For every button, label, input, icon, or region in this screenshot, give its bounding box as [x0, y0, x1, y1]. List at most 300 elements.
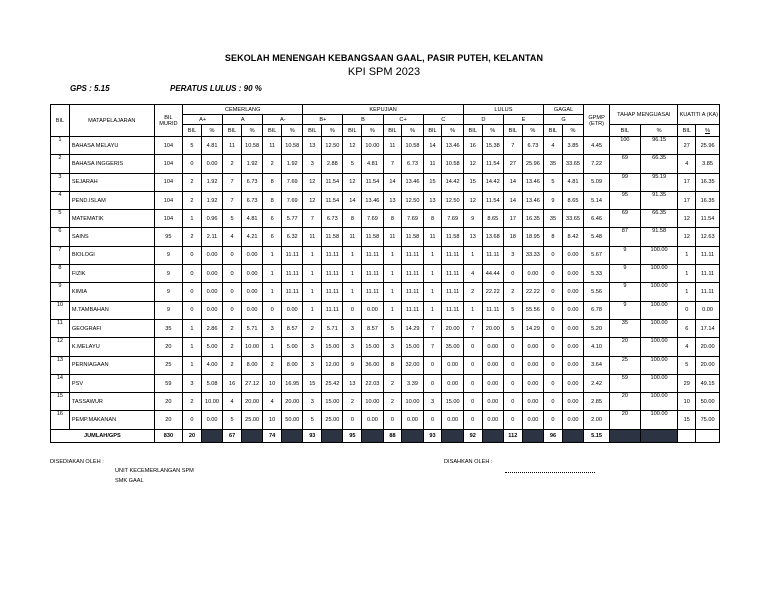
tahap-pct: 95.19: [640, 173, 678, 191]
grade-bil: 7: [423, 338, 442, 356]
tahap-bil: 9: [610, 265, 641, 283]
sub-header-bil: BIL: [383, 125, 402, 137]
grade-bil: 0: [544, 411, 563, 429]
grade-header-9: G: [544, 115, 584, 125]
grade-pct: 11.11: [402, 265, 423, 283]
tahap-bil: 20: [610, 411, 641, 429]
gpmp-value: 6.46: [584, 210, 610, 228]
grade-pct: 8.65: [482, 210, 503, 228]
grade-bil: 5: [383, 319, 402, 337]
header-kepujian: KEPUJIAN: [303, 105, 463, 115]
grade-header-5: C+: [383, 115, 423, 125]
unit-label: UNIT KECEMERLANGAN SPM: [115, 468, 194, 474]
grade-bil: 6: [263, 210, 282, 228]
gpmp-value: 5.33: [584, 265, 610, 283]
grade-pct: 0.00: [522, 265, 543, 283]
total-tahap-blank: [610, 429, 641, 442]
sub-header-bil: BIL: [503, 125, 522, 137]
header-bil: BIL: [51, 105, 70, 137]
total-grade-pct-blank: [522, 429, 543, 442]
ka-sub-pct: %: [696, 125, 720, 137]
grade-pct: 6.73: [242, 173, 263, 191]
grade-bil: 14: [383, 173, 402, 191]
grade-pct: 11.11: [362, 265, 383, 283]
grade-pct: 0.00: [282, 301, 303, 319]
grade-bil: 35: [544, 155, 563, 173]
row-number: 5: [51, 210, 70, 228]
table-row: [51, 191, 720, 209]
grade-bil: 0: [423, 411, 442, 429]
grade-bil: 0: [503, 356, 522, 374]
grade-pct: 11.11: [322, 283, 343, 301]
grade-pct: 10.58: [402, 137, 423, 155]
header-lulus: LULUS: [463, 105, 543, 115]
bil-murid: 104: [154, 173, 182, 191]
tahap-sub-bil: BIL: [610, 125, 641, 137]
grade-pct: 12.50: [442, 191, 463, 209]
grade-pct: 11.58: [362, 228, 383, 246]
grade-pct: 0.00: [522, 356, 543, 374]
grade-bil: 7: [463, 319, 482, 337]
grade-pct: 0.00: [522, 374, 543, 392]
bil-murid: 104: [154, 137, 182, 155]
total-grade-pct-blank: [482, 429, 503, 442]
grade-bil: 0: [223, 265, 242, 283]
ka-bil: 1: [678, 265, 696, 283]
header-matapelajaran: MATAPELAJARAN: [69, 105, 154, 137]
header-tahap-menguasai: TAHAP MENGUASAI: [610, 105, 678, 125]
grade-bil: 2: [383, 374, 402, 392]
grade-pct: 10.00: [402, 393, 423, 411]
grade-pct: 0.00: [482, 356, 503, 374]
grade-pct: 0.00: [201, 246, 222, 264]
grade-header-2: A-: [263, 115, 303, 125]
grade-bil: 11: [303, 228, 322, 246]
total-grade-bil: 93: [303, 429, 322, 442]
grade-bil: 8: [383, 356, 402, 374]
gpmp-value: 2.00: [584, 411, 610, 429]
row-number: 13: [51, 356, 70, 374]
grade-bil: 0: [183, 265, 202, 283]
grade-bil: 0: [463, 411, 482, 429]
grade-header-6: C: [423, 115, 463, 125]
grade-bil: 12: [303, 173, 322, 191]
bil-murid: 20: [154, 393, 182, 411]
subject-name: PEND.ISLAM: [69, 191, 154, 209]
grade-bil: 11: [263, 137, 282, 155]
bil-murid: 9: [154, 283, 182, 301]
grade-pct: 33.33: [522, 246, 543, 264]
row-number: 11: [51, 319, 70, 337]
grade-bil: 15: [303, 374, 322, 392]
grade-bil: 17: [503, 210, 522, 228]
row-number: 1: [51, 137, 70, 155]
ka-pct: 50.00: [696, 393, 720, 411]
grade-bil: 0: [544, 246, 563, 264]
bil-murid: 9: [154, 265, 182, 283]
grade-bil: 7: [383, 155, 402, 173]
grade-pct: 11.11: [322, 246, 343, 264]
grade-pct: 25.00: [322, 411, 343, 429]
tahap-bil: 100: [610, 137, 641, 155]
table-row: [51, 319, 720, 337]
grade-bil: 12: [343, 137, 362, 155]
grade-pct: 6.73: [242, 191, 263, 209]
grade-bil: 0: [343, 301, 362, 319]
grade-bil: 3: [343, 338, 362, 356]
grade-bil: 11: [383, 137, 402, 155]
grade-pct: 11.11: [322, 301, 343, 319]
sub-header-pct: %: [242, 125, 263, 137]
ka-pct: 3.85: [696, 155, 720, 173]
grade-bil: 0: [223, 246, 242, 264]
grade-pct: 11.54: [482, 155, 503, 173]
grade-bil: 0: [183, 301, 202, 319]
grade-bil: 2: [223, 356, 242, 374]
grade-pct: 16.95: [282, 374, 303, 392]
grade-pct: 7.69: [442, 210, 463, 228]
ka-pct: 49.15: [696, 374, 720, 392]
grade-pct: 11.11: [282, 265, 303, 283]
gpmp-value: 7.22: [584, 155, 610, 173]
total-murid: 830: [154, 429, 182, 442]
grade-pct: 11.54: [362, 173, 383, 191]
sub-header-pct: %: [282, 125, 303, 137]
grade-bil: 0: [183, 246, 202, 264]
bil-murid: 104: [154, 155, 182, 173]
header-kuatiti-a: KUATITI A (KA): [678, 105, 720, 125]
grade-bil: 2: [263, 356, 282, 374]
grade-bil: 7: [223, 191, 242, 209]
grade-bil: 2: [183, 173, 202, 191]
grade-bil: 4: [463, 265, 482, 283]
ka-pct: 11.11: [696, 283, 720, 301]
tahap-bil: 87: [610, 228, 641, 246]
grade-bil: 1: [303, 301, 322, 319]
grade-bil: 1: [463, 246, 482, 264]
ka-bil: 5: [678, 356, 696, 374]
ka-bil: 4: [678, 155, 696, 173]
grade-pct: 6.73: [402, 155, 423, 173]
tahap-bil: 20: [610, 393, 641, 411]
ka-bil: 1: [678, 246, 696, 264]
grade-pct: 0.00: [562, 374, 583, 392]
tahap-pct: 100.00: [640, 411, 678, 429]
grade-pct: 5.71: [322, 319, 343, 337]
grade-bil: 12: [463, 191, 482, 209]
grade-bil: 3: [383, 338, 402, 356]
grade-bil: 10: [263, 411, 282, 429]
grade-header-7: D: [463, 115, 503, 125]
grade-pct: 25.00: [242, 411, 263, 429]
grade-bil: 1: [383, 265, 402, 283]
grade-bil: 0: [503, 393, 522, 411]
grade-pct: 6.73: [322, 210, 343, 228]
total-label: JUMLAH/GPS: [51, 429, 155, 442]
row-number: 2: [51, 155, 70, 173]
row-number: 9: [51, 283, 70, 301]
bil-murid: 35: [154, 319, 182, 337]
grade-pct: 36.00: [362, 356, 383, 374]
ka-pct: 11.11: [696, 246, 720, 264]
grade-pct: 11.58: [402, 228, 423, 246]
subject-name: PERNIAGAAN: [69, 356, 154, 374]
gpmp-value: 3.64: [584, 356, 610, 374]
grade-pct: 4.81: [201, 137, 222, 155]
grade-pct: 6.32: [282, 228, 303, 246]
grade-bil: 5: [223, 411, 242, 429]
grade-bil: 3: [343, 319, 362, 337]
grade-bil: 0: [503, 374, 522, 392]
gpmp-value: 5.14: [584, 191, 610, 209]
grade-header-8: E: [503, 115, 543, 125]
total-ka-bil-blank: [678, 429, 696, 442]
grade-pct: 0.00: [562, 319, 583, 337]
grade-bil: 7: [423, 319, 442, 337]
grade-pct: 11.54: [322, 191, 343, 209]
grade-pct: 6.73: [522, 137, 543, 155]
grade-pct: 0.00: [201, 155, 222, 173]
grade-pct: 15.38: [482, 137, 503, 155]
total-gpmp: 5.15: [584, 429, 610, 442]
ka-bil: 12: [678, 228, 696, 246]
tahap-pct: 100.00: [640, 265, 678, 283]
grade-pct: 5.00: [201, 338, 222, 356]
subject-name: M.TAMBAHAN: [69, 301, 154, 319]
grade-bil: 2: [223, 155, 242, 173]
tahap-bil: 99: [610, 173, 641, 191]
grade-pct: 33.65: [562, 155, 583, 173]
grade-bil: 0: [503, 265, 522, 283]
grade-bil: 0: [544, 356, 563, 374]
grade-pct: 7.69: [402, 210, 423, 228]
grade-bil: 2: [183, 191, 202, 209]
grade-bil: 3: [303, 338, 322, 356]
bil-murid: 20: [154, 411, 182, 429]
tahap-pct: 100.00: [640, 356, 678, 374]
grade-bil: 6: [263, 228, 282, 246]
grade-bil: 8: [263, 191, 282, 209]
grade-bil: 1: [343, 265, 362, 283]
gpmp-value: 6.78: [584, 301, 610, 319]
grade-pct: 7.69: [362, 210, 383, 228]
grade-pct: 10.58: [282, 137, 303, 155]
grade-bil: 15: [423, 173, 442, 191]
tahap-bil: 9: [610, 246, 641, 264]
tahap-pct: 91.35: [640, 191, 678, 209]
sub-header-bil: BIL: [343, 125, 362, 137]
gps-label: GPS : 5.15: [70, 84, 110, 93]
grade-bil: 4: [223, 228, 242, 246]
grade-pct: 0.00: [482, 411, 503, 429]
grade-bil: 7: [303, 210, 322, 228]
grade-pct: 0.00: [362, 301, 383, 319]
tahap-pct: 100.00: [640, 374, 678, 392]
grade-pct: 7.69: [282, 191, 303, 209]
grade-bil: 2: [463, 283, 482, 301]
grade-pct: 0.00: [201, 411, 222, 429]
grade-pct: 15.00: [322, 338, 343, 356]
grade-bil: 1: [263, 283, 282, 301]
ka-bil: 0: [678, 301, 696, 319]
grade-bil: 13: [303, 137, 322, 155]
grade-pct: 0.00: [482, 393, 503, 411]
grade-pct: 55.56: [522, 301, 543, 319]
grade-pct: 0.00: [562, 246, 583, 264]
grade-bil: 0: [463, 393, 482, 411]
grade-pct: 4.81: [362, 155, 383, 173]
grade-pct: 18.95: [522, 228, 543, 246]
grade-pct: 25.42: [322, 374, 343, 392]
total-grade-pct-blank: [282, 429, 303, 442]
grade-bil: 0: [183, 411, 202, 429]
grade-pct: 0.00: [242, 265, 263, 283]
grade-bil: 0: [544, 265, 563, 283]
grade-pct: 0.00: [201, 301, 222, 319]
grade-bil: 0: [544, 374, 563, 392]
grade-pct: 11.58: [442, 228, 463, 246]
row-number: 6: [51, 228, 70, 246]
grade-bil: 3: [423, 393, 442, 411]
grade-pct: 14.42: [482, 173, 503, 191]
tahap-sub-pct: %: [640, 125, 678, 137]
total-grade-bil: 96: [544, 429, 563, 442]
grade-header-0: A+: [183, 115, 223, 125]
subject-name: BIOLOGI: [69, 246, 154, 264]
ka-bil: 4: [678, 338, 696, 356]
gpmp-value: 4.10: [584, 338, 610, 356]
subject-name: PEMP.MAKANAN: [69, 411, 154, 429]
grade-pct: 8.00: [282, 356, 303, 374]
grade-pct: 8.00: [242, 356, 263, 374]
grade-pct: 10.58: [242, 137, 263, 155]
grade-bil: 0: [383, 411, 402, 429]
grade-bil: 2: [263, 155, 282, 173]
grade-bil: 12: [303, 191, 322, 209]
grade-bil: 13: [343, 374, 362, 392]
total-grade-pct-blank: [402, 429, 423, 442]
grade-bil: 0: [544, 338, 563, 356]
grade-pct: 20.00: [442, 319, 463, 337]
grade-bil: 18: [503, 228, 522, 246]
sub-header-pct: %: [442, 125, 463, 137]
grade-bil: 4: [544, 137, 563, 155]
grade-bil: 8: [423, 210, 442, 228]
grade-bil: 5: [303, 411, 322, 429]
tahap-bil: 9: [610, 283, 641, 301]
ka-pct: 16.35: [696, 173, 720, 191]
grade-pct: 11.11: [482, 246, 503, 264]
header-cemerlang: CEMERLANG: [183, 105, 303, 115]
grade-pct: 1.92: [242, 155, 263, 173]
grade-bil: 12: [343, 173, 362, 191]
grade-pct: 13.46: [522, 173, 543, 191]
grade-pct: 14.29: [402, 319, 423, 337]
grade-bil: 9: [343, 356, 362, 374]
grade-pct: 0.00: [442, 411, 463, 429]
tahap-bil: 69: [610, 155, 641, 173]
grade-pct: 15.00: [362, 338, 383, 356]
tahap-bil: 95: [610, 191, 641, 209]
grade-bil: 3: [303, 393, 322, 411]
tahap-pct: 91.58: [640, 228, 678, 246]
row-number: 16: [51, 411, 70, 429]
grade-header-4: B: [343, 115, 383, 125]
grade-bil: 14: [503, 173, 522, 191]
grade-bil: 3: [183, 374, 202, 392]
grade-pct: 5.77: [282, 210, 303, 228]
grade-pct: 5.71: [242, 319, 263, 337]
grade-bil: 0: [544, 319, 563, 337]
grade-pct: 0.00: [362, 411, 383, 429]
tahap-pct: 100.00: [640, 338, 678, 356]
table-row: [51, 338, 720, 356]
ka-pct: 0.00: [696, 301, 720, 319]
grade-pct: 13.46: [362, 191, 383, 209]
grade-bil: 0: [463, 356, 482, 374]
row-number: 8: [51, 265, 70, 283]
grade-pct: 22.22: [482, 283, 503, 301]
grade-bil: 1: [183, 356, 202, 374]
table-row: [51, 411, 720, 429]
ka-bil: 29: [678, 374, 696, 392]
grade-pct: 3.85: [562, 137, 583, 155]
grade-bil: 0: [463, 338, 482, 356]
grade-bil: 0: [223, 301, 242, 319]
sub-header-bil: BIL: [223, 125, 242, 137]
grade-pct: 0.00: [522, 338, 543, 356]
tahap-bil: 69: [610, 210, 641, 228]
grade-pct: 15.00: [402, 338, 423, 356]
grade-bil: 14: [503, 191, 522, 209]
grade-bil: 1: [183, 210, 202, 228]
gpmp-value: 5.48: [584, 228, 610, 246]
grade-pct: 11.11: [442, 283, 463, 301]
bil-murid: 104: [154, 210, 182, 228]
grade-bil: 35: [544, 210, 563, 228]
grade-bil: 2: [183, 393, 202, 411]
grade-pct: 16.35: [522, 210, 543, 228]
grade-bil: 2: [183, 228, 202, 246]
bil-murid: 95: [154, 228, 182, 246]
grade-bil: 14: [423, 137, 442, 155]
gpmp-value: 2.85: [584, 393, 610, 411]
total-row: [51, 429, 720, 442]
subject-name: FIZIK: [69, 265, 154, 283]
grade-pct: 0.00: [242, 283, 263, 301]
grade-bil: 11: [343, 228, 362, 246]
grade-pct: 44.44: [482, 265, 503, 283]
grade-pct: 8.57: [362, 319, 383, 337]
grade-pct: 1.92: [201, 173, 222, 191]
tahap-pct: 100.00: [640, 283, 678, 301]
grade-pct: 32.00: [402, 356, 423, 374]
grade-bil: 11: [423, 155, 442, 173]
row-number: 4: [51, 191, 70, 209]
grade-bil: 1: [463, 301, 482, 319]
subject-name: BAHASA MELAYU: [69, 137, 154, 155]
grade-bil: 9: [463, 210, 482, 228]
total-tahap-blank: [640, 429, 678, 442]
ka-bil: 15: [678, 411, 696, 429]
ka-bil: 27: [678, 137, 696, 155]
total-grade-pct-blank: [442, 429, 463, 442]
grade-pct: 15.00: [442, 393, 463, 411]
gpmp-value: 5.67: [584, 246, 610, 264]
grade-pct: 0.96: [201, 210, 222, 228]
grade-bil: 1: [303, 246, 322, 264]
table-row: [51, 265, 720, 283]
